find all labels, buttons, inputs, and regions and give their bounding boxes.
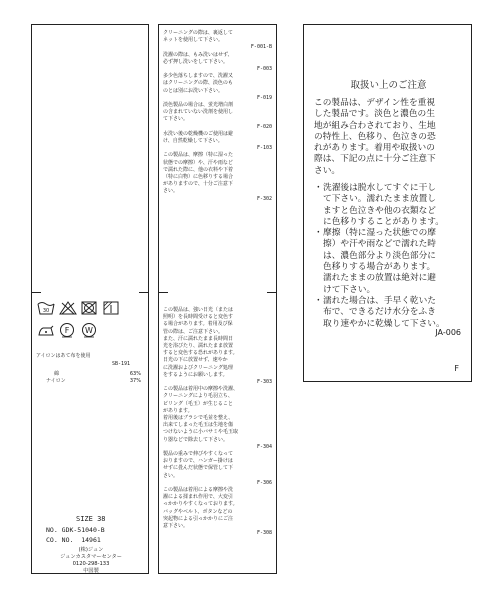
material-percent: 37% bbox=[129, 378, 141, 385]
material-percent: 63% bbox=[129, 371, 141, 377]
instruction-code: F-304 bbox=[256, 443, 272, 450]
company-name: (株)ジュン bbox=[78, 547, 104, 553]
no-tumble-dry-icon bbox=[81, 301, 97, 315]
instruction-code: F-020 bbox=[256, 123, 272, 130]
instruction-code: F-001-B bbox=[250, 44, 272, 51]
bullet-text: 洗濯後は脱水してすぐに干し て下さい。濡れたまま放置し ますと色泣きや他の衣類など に色移りすることがあります。 bbox=[323, 183, 444, 227]
bullet-mark: ・ bbox=[314, 228, 323, 239]
caution-intro: この製品は、デザイン性を重視 した製品です。淡色と濃色の生 地が組み合わされており、生地 の特性上、色移り、色泣きの恐 れがあります。着用や取扱いの 際は、下記の点に十分ご注意下 さい。 bbox=[314, 98, 436, 176]
product-number: NO. GDK-51040-B bbox=[46, 526, 105, 534]
size-line bbox=[76, 515, 106, 523]
bullet-mark: ・ bbox=[314, 295, 323, 306]
instruction-code: F-103 bbox=[256, 145, 272, 152]
sb-code: SB-191 bbox=[112, 361, 131, 367]
color-number: CO. NO. 14961 bbox=[46, 536, 101, 544]
instruction-text: この製品は着用による摩擦や洗 濯による揉まれ作用で、大変引 っかかりやすくなっております。 バッグやベルト、ボタンなどの 突起物による引っかかりにご注 意下さい。 bbox=[163, 487, 238, 530]
handling-caution-label bbox=[303, 24, 472, 382]
line-dry-shade-icon bbox=[103, 301, 119, 315]
dry-clean-f-icon bbox=[59, 322, 75, 338]
size-value: 38 bbox=[97, 515, 106, 523]
instruction-code: F-302 bbox=[256, 195, 272, 202]
country-of-origin: 中国製 bbox=[83, 568, 99, 574]
material-name: 綿 bbox=[54, 371, 60, 377]
bullet-text: 摩擦（特に湿った状態での摩 擦）や汗や雨などで濡れた時 は、濃色部分より淡色部分に 色移りする場合があります。 濡れたままの放置は絶対に避 けて下さい。 bbox=[323, 228, 436, 295]
svg-text:F: F bbox=[64, 326, 70, 335]
wet-clean-w-icon bbox=[81, 322, 97, 338]
iron-note: アイロンはあて布を使用 bbox=[36, 353, 91, 359]
instruction-text: この製品は、摩擦（特に湿った 状態での摩擦）や、汗や雨など で濡れた際に、他の衣料や下着 （特に白物）に色移りする場合 がありますので、十分ご注意下 さい。 bbox=[163, 152, 234, 195]
cut-mark bbox=[31, 292, 41, 293]
instruction-text: 多少色落ちしますので、洗濯又 はクリーニングの際、淡色のも のとは別にお洗い下さい。 bbox=[163, 73, 233, 94]
composition-row bbox=[46, 378, 141, 385]
bullet-mark: ・ bbox=[314, 183, 323, 193]
corner-letter: F bbox=[454, 364, 459, 373]
caution-code: JA-006 bbox=[435, 328, 461, 337]
instruction-text: 製品の重みで伸びやすくなって おりますので、ハンガー掛けは せずに畳んだ状態で保管して下 さい。 bbox=[163, 451, 234, 479]
instruction-code: F-019 bbox=[256, 94, 272, 101]
iron-low-icon bbox=[37, 323, 55, 337]
instruction-code: F-003 bbox=[256, 66, 272, 73]
caution-bullet bbox=[314, 228, 470, 296]
size-label: SIZE bbox=[76, 515, 93, 523]
care-label-composition bbox=[31, 24, 149, 574]
caution-title: 取扱い上のご注意 bbox=[350, 80, 427, 91]
material-name: ナイロン bbox=[46, 378, 66, 385]
wash-by-hand-30-icon bbox=[37, 301, 55, 315]
composition-row bbox=[46, 371, 141, 378]
instruction-text: この製品は、強い日光（または 照明）を長時間受けると変色す る場合があります。着用及び保 管の際は、ご注意下さい。 また、汗に濡れたまま長時間日 光を浴びたり、濡れたまま放置 すると変色する恐れがあります。 日光の下に放置せず、速やか に洗濯およびクリーニング処理 をするようにお願いします。 bbox=[163, 307, 238, 378]
instruction-text: クリーニングの際は、裏返して ネットを使用して下さい。 bbox=[163, 30, 233, 44]
instruction-text: 淡色製品の場合は、蛍光増白剤 の含まれていない洗剤を使用し て下さい。 bbox=[163, 102, 234, 123]
phone-number: 0120-298-133 bbox=[72, 561, 110, 567]
no-bleach-icon bbox=[59, 301, 77, 315]
instruction-code: F-306 bbox=[256, 479, 272, 486]
composition-list bbox=[46, 371, 141, 385]
instructions-bottom bbox=[163, 307, 272, 538]
instruction-text: 水洗い後の乾燥機のご使用は避 け、自然乾燥して下さい。 bbox=[163, 130, 234, 145]
svg-text:30: 30 bbox=[42, 308, 50, 314]
maker-block bbox=[32, 547, 150, 575]
cut-mark bbox=[267, 292, 277, 293]
customer-center: ジュンカスタマーセンター bbox=[60, 554, 122, 560]
cut-mark bbox=[139, 292, 149, 293]
bullet-text: 濡れた場合は、手早く乾いた 布で、できるだけ水分をふき 取り速やかに乾燥して下さい。 bbox=[323, 295, 445, 329]
caution-bullets bbox=[314, 183, 470, 330]
caution-bullet bbox=[314, 296, 470, 330]
instructions-top bbox=[163, 30, 272, 203]
care-label-instructions bbox=[158, 24, 277, 574]
instruction-text: 洗濯の際は、もみ洗いはせず、 必ず押し洗いをして下さい。 bbox=[163, 51, 233, 65]
instruction-code: F-303 bbox=[256, 379, 272, 386]
caution-bullet bbox=[314, 183, 470, 228]
instruction-code: F-308 bbox=[256, 530, 272, 537]
instruction-text: この製品は着用中の摩擦や洗濯、 クリーニングにより毛羽立ち、 ピリング（毛玉）が生じること があります。 着用後はブラシで毛並を整え、 出来てしまった毛玉は生地を傷 つけないように小バサミや毛玉取 り器などで除去して下さい。 bbox=[163, 386, 239, 443]
cut-mark bbox=[158, 292, 168, 293]
care-symbols bbox=[35, 301, 145, 351]
svg-text:W: W bbox=[85, 326, 93, 335]
